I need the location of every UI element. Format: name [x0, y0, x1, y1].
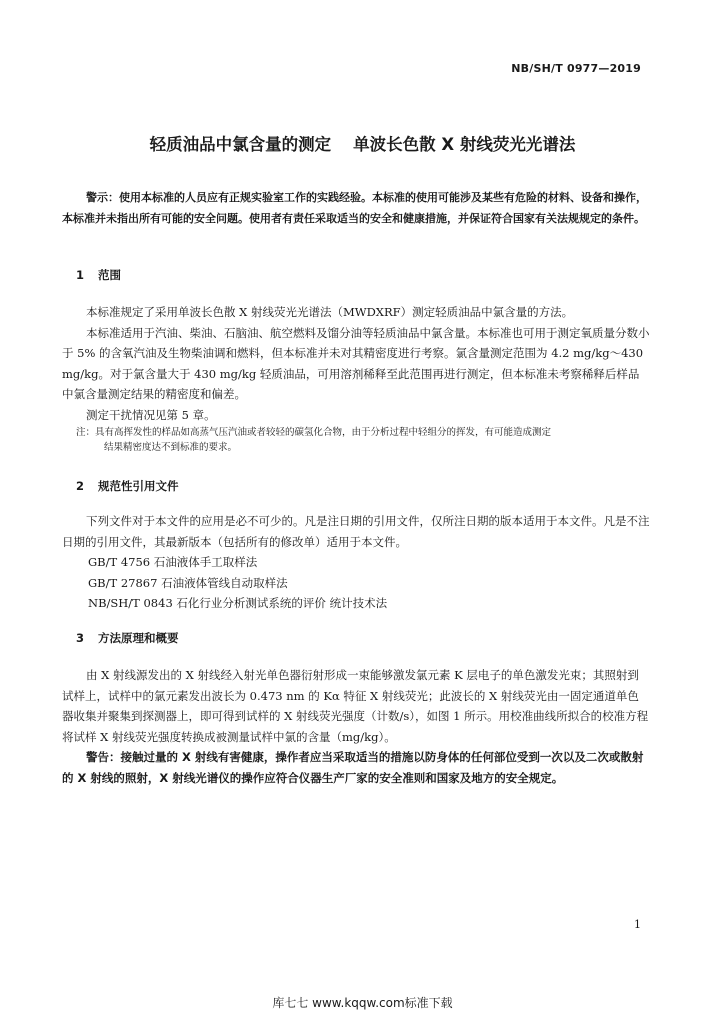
- note-line-1: 注：具有高挥发性的样品如高蒸气压汽油或者较轻的碳氢化合物，由于分析过程中轻组分的挥发，有可能造成测定: [76, 427, 552, 438]
- section-2-paragraph-1: 下列文件对于本文件的应用是必不可少的。凡是注日期的引用文件，仅所注日期的版本适用于本文件。凡是不注日期的引用文件，其最新版本（包括所有的修改单）适用于本文件。: [62, 514, 650, 549]
- section-1-paragraph-2: 本标准适用于汽油、柴油、石脑油、航空燃料及馏分油等轻质油品中氯含量。本标准也可用于测定氧质量分数小于 5% 的含氧汽油及生物柴油调和燃料，但本标准并未对其精密度进行考察。氯含量测定范围为 4.2 mg/kg～430 mg/kg。对于氯含量大于 430 mg/kg 轻质油品，可用溶剂稀释至此范围再进行测定，但本标准未考察稀释后样品中氯含量测定结果的精密度和偏差。: [62, 325, 650, 401]
- warning-paragraph: 警示：使用本标准的人员应有正规实验室工作的实践经验。本标准的使用可能涉及某些有危险的材料、设备和操作，本标准并未指出所有可能的安全问题。使用者有责任采取适当的安全和健康措施，并保证符合国家有关法规规定的条件。: [62, 191, 647, 225]
- section-2-number: 2: [76, 479, 85, 493]
- section-3-title: 方法原理和概要: [98, 631, 179, 645]
- section-1-number: 1: [76, 268, 85, 282]
- reference-item: GB/T 27867 石油液体管线自动取样法: [88, 575, 288, 590]
- title-part1: 轻质油品中氯含量的测定: [149, 135, 332, 154]
- section-3-paragraph-1: 由 X 射线源发出的 X 射线经入射光单色器衍射形成一束能够激发氯元素 K 层电子的单色激发光束；其照射到试样上，试样中的氯元素发出波长为 0.473 nm 的 Kα 特征 X 射线荧光；此波长的 X 射线荧光由一固定通道单色器收集并聚集到探测器上，即可得到试样的 X 射线荧光强度（计数/s），如图 1 所示。用校准曲线所拟合的校准方程将试样 X 射线荧光强度转换成被测量试样中氯的含量（mg/kg）。: [62, 668, 649, 744]
- page-number: 1: [634, 918, 641, 931]
- section-1-paragraph-3: 测定干扰情况见第 5 章。: [86, 407, 216, 422]
- section-1-title: 范围: [98, 268, 121, 282]
- note-line-2: 结果精密度达不到标准的要求。: [104, 442, 238, 453]
- section-3-body: [62, 665, 650, 788]
- standard-id: NB/SH/T 0977—2019: [511, 62, 641, 75]
- section-2-body: [62, 511, 650, 614]
- section-2-heading: [76, 478, 179, 494]
- section-1-note: [62, 425, 650, 455]
- reference-item: GB/T 4756 石油液体手工取样法: [88, 555, 258, 569]
- reference-list: [62, 552, 650, 614]
- section-3-number: 3: [76, 631, 85, 645]
- document-title: [0, 131, 725, 155]
- section-1-body: [62, 302, 650, 455]
- section-3-warning: 警告：接触过量的 X 射线有害健康，操作者应当采取适当的措施以防身体的任何部位受到一次以及二次或散射的 X 射线的照射，X 射线光谱仪的操作应符合仪器生产厂家的安全准则和国家及地方的安全规定。: [62, 750, 644, 785]
- section-3-heading: [76, 630, 179, 646]
- title-part2: 单波长色散 X 射线荧光光谱法: [353, 135, 576, 154]
- section-1-paragraph-1: 本标准规定了采用单波长色散 X 射线荧光光谱法（MWDXRF）测定轻质油品中氯含量的方法。: [86, 305, 574, 319]
- section-2-title: 规范性引用文件: [98, 479, 179, 493]
- footer-watermark: 库七七 www.kqqw.com标准下载: [272, 996, 453, 1010]
- reference-item: NB/SH/T 0843 石化行业分析测试系统的评价 统计技术法: [88, 596, 388, 610]
- section-1-heading: [76, 267, 121, 283]
